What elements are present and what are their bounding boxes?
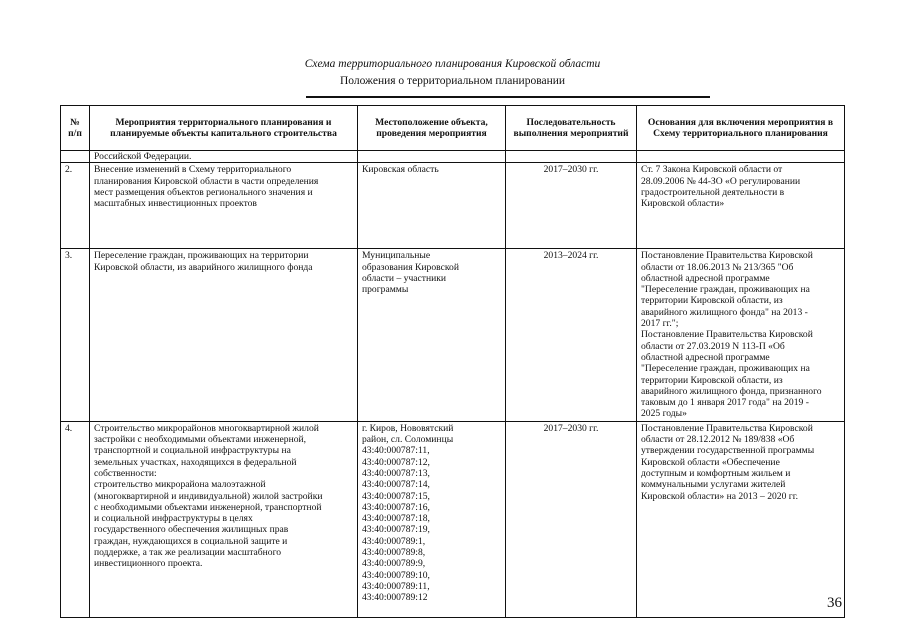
activity-line: собственности:	[94, 467, 157, 479]
activity-cell	[90, 421, 358, 617]
period-cell: 2017–2030 гг.	[506, 163, 637, 249]
period-cell: 2017–2030 гг.	[506, 421, 637, 617]
document-title: Схема территориального планирования Кировской области	[304, 58, 601, 70]
location-line: 43:40:000787:11,	[362, 445, 430, 457]
basis-line: "Переселение граждан, проживающих на	[641, 284, 810, 296]
row-number: 2.	[61, 163, 90, 249]
basis-cell	[637, 163, 845, 249]
col-header-location: Местоположение объекта, проведения мероприятия	[358, 106, 506, 151]
basis-line: Постановление Правительства Кировской	[641, 329, 813, 341]
period-cell: 2013–2024 гг.	[506, 249, 637, 421]
location-line: 43:40:000787:16,	[362, 501, 430, 513]
activity-line: Строительство микрорайонов многоквартирной жилой	[94, 422, 319, 434]
basis-line: Постановление Правительства Кировской	[641, 250, 813, 262]
activity-line: земельных участках, находящихся в федеральной	[94, 456, 297, 468]
activity-cell	[90, 249, 358, 421]
table-row	[61, 421, 845, 617]
location-line: 43:40:000787:12,	[362, 456, 430, 468]
activity-cell	[90, 163, 358, 249]
page-number: 36	[827, 595, 842, 611]
basis-line: 2017 гг.";	[641, 318, 679, 330]
location-line: 43:40:000789:9,	[362, 558, 426, 570]
location-line: 43:40:000787:13,	[362, 467, 430, 479]
continuation-text: Российской Федерации.	[90, 151, 358, 163]
activity-line: и социальной инфраструктуры в целях	[94, 513, 253, 525]
location-line: 43:40:000787:14,	[362, 479, 430, 491]
activity-line: Переселение граждан, проживающих на территории	[94, 250, 309, 262]
location-line: 43:40:000787:18,	[362, 513, 430, 525]
activity-line: инвестиционного проекта.	[94, 558, 203, 570]
activity-line: мест размещения объектов регионального значения и	[94, 186, 313, 198]
location-line: Муниципальные	[362, 250, 431, 262]
basis-cell	[637, 249, 845, 421]
basis-line: области от 18.06.2013 № 213/365 "Об	[641, 261, 794, 273]
row-number: 3.	[61, 249, 90, 421]
location-line: 43:40:000787:15,	[362, 490, 430, 502]
basis-line: Кировской области»	[641, 198, 725, 210]
location-cell	[358, 163, 506, 249]
location-line: 43:40:000789:12	[362, 592, 428, 604]
basis-line: "Переселение граждан, проживающих на	[641, 363, 810, 375]
col-header-activity: Мероприятия территориального планирования и планируемые объекты капитального строительства	[90, 106, 358, 151]
location-line: 43:40:000789:8,	[362, 547, 426, 559]
col-header-number: № п/п	[61, 106, 90, 151]
basis-line: таковым до 1 января 2017 года" на 2019 -	[641, 397, 809, 409]
location-line: программы	[362, 284, 409, 296]
activity-line: Внесение изменений в Схему территориального	[94, 164, 292, 176]
location-line: 43:40:000789:11,	[362, 580, 430, 592]
col-header-basis: Основания для включения мероприятия в Схему территориального планирования	[637, 106, 845, 151]
location-line: 43:40:000789:10,	[362, 569, 430, 581]
basis-line: областной адресной программе	[641, 272, 770, 284]
basis-line: 2025 годы»	[641, 408, 687, 420]
location-line: образования Кировской	[362, 261, 459, 273]
table-row-continuation	[61, 151, 845, 163]
location-line: области – участники	[362, 272, 447, 284]
basis-line: градостроительной деятельности в	[641, 186, 785, 198]
basis-line: аварийного жилищного фонда, признанного	[641, 385, 822, 397]
activity-line: строительство микрорайона малоэтажной	[94, 479, 266, 491]
basis-line: аварийного жилищного фонда" на 2013 -	[641, 306, 808, 318]
basis-line: коммунальными услугами жителей	[641, 479, 786, 491]
location-line: 43:40:000789:1,	[362, 535, 426, 547]
activity-line: (многоквартирной и индивидуальной) жилой застройки	[94, 490, 323, 502]
basis-line: 28.09.2006 № 44-ЗО «О регулировании	[641, 175, 801, 187]
activity-line: транспортной и социальной инфраструктуры на	[94, 445, 291, 457]
header-rule	[306, 96, 710, 98]
basis-line: Кировской области» на 2013 – 2020 гг.	[641, 490, 798, 502]
document-subtitle: Положения о территориальном планировании	[339, 75, 566, 87]
location-cell	[358, 421, 506, 617]
basis-line: утверждении государственной программы	[641, 445, 815, 457]
table-row	[61, 249, 845, 421]
location-line: г. Киров, Нововятский	[362, 422, 454, 434]
location-line: 43:40:000787:19,	[362, 524, 430, 536]
basis-line: области от 27.03.2019 N 113-П «Об	[641, 340, 785, 352]
table-header-row	[61, 106, 845, 151]
basis-line: Постановление Правительства Кировской	[641, 422, 813, 434]
planning-table	[60, 105, 845, 618]
activity-line: с необходимыми объектами инженерной, транспортной	[94, 501, 322, 513]
location-cell	[358, 249, 506, 421]
basis-line: областной адресной программе	[641, 351, 770, 363]
col-header-period: Последовательность выполнения мероприятий	[506, 106, 637, 151]
activity-line: застройки с необходимыми объектами инженерной,	[94, 434, 307, 446]
basis-line: области от 28.12.2012 № 189/838 «Об	[641, 434, 795, 446]
location-line: Кировская область	[362, 164, 439, 176]
basis-line: территории Кировской области, из	[641, 374, 783, 386]
table-row	[61, 163, 845, 249]
basis-line: Кировской области «Обеспечение	[641, 456, 780, 468]
activity-line: поддержке, а так же реализации масштабного	[94, 547, 282, 559]
basis-line: доступным и комфортным жильем и	[641, 467, 791, 479]
basis-line: Ст. 7 Закона Кировской области от	[641, 164, 783, 176]
activity-line: граждан, нуждающихся в социальной защите и	[94, 535, 288, 547]
basis-cell	[637, 421, 845, 617]
basis-line: территории Кировской области, из	[641, 295, 783, 307]
activity-line: планирования Кировской области в части определения	[94, 175, 319, 187]
location-line: район, сл. Соломинцы	[362, 434, 454, 446]
row-number: 4.	[61, 421, 90, 617]
activity-line: Кировской области, из аварийного жилищного фонда	[94, 261, 313, 273]
activity-line: масштабных инвестиционных проектов	[94, 198, 257, 210]
activity-line: государственного обеспечения жилищных прав	[94, 524, 289, 536]
